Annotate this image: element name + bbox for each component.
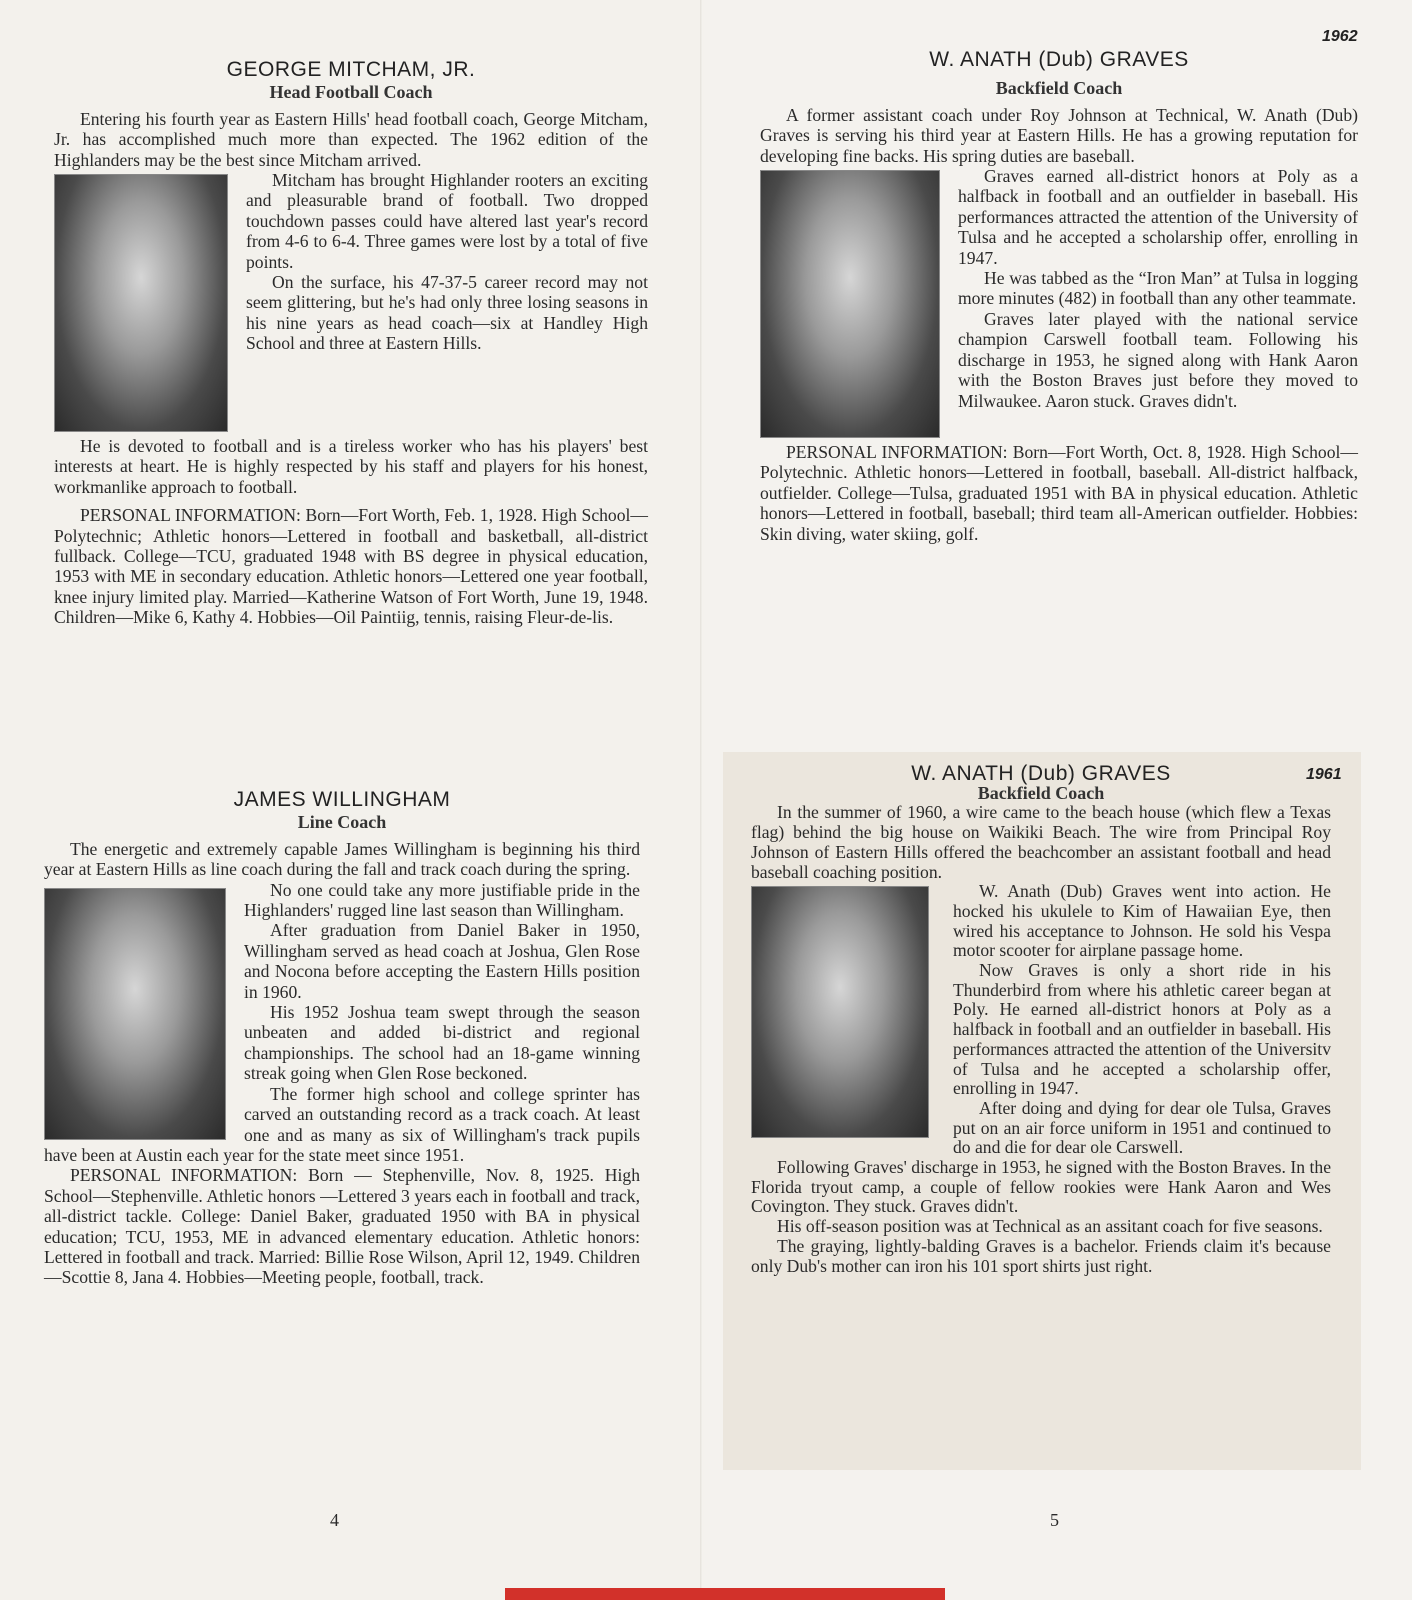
personal-info: PERSONAL INFORMATION: Born—Fort Worth, Feb. 1, 1928. High School—Polytechnic; Athletic honors—Lettered in football and basketball, all-district fullback. College—TCU, graduated 1948 with BS degree in physical education, 1953 with ME in secondary education. Athletic honors—Lettered one year football, knee injury limited play. Married—Katherine Watson of Fort Worth, June 19, 1948. Children—Mike 6, Kathy 4. Hobbies—Oil Paintiig, tennis, raising Fleur-de-lis. bbox=[54, 505, 648, 628]
paragraph: The former high school and college sprinter has carved an outstanding record as a track coach. At least one and as many as six of Willingham's track pupils have been at Austin each year for the state meet since 1951. bbox=[44, 1083, 640, 1165]
paragraph: Graves later played with the national service champion Carswell football team. Following his discharge in 1953, he signed along with Hank Aaron with the Boston Braves just before they moved to Milwaukee. Aaron stuck. Graves didn't. bbox=[958, 308, 1358, 411]
graves-title: Backfield Coach bbox=[977, 782, 1105, 803]
graves-1961-article bbox=[751, 764, 1331, 1276]
mitcham-name: GEORGE MITCHAM, JR. bbox=[226, 58, 476, 81]
year-label: 1962 bbox=[1322, 28, 1358, 45]
paragraph: A former assistant coach under Roy Johnson at Technical, W. Anath (Dub) Graves is serving his third year at Eastern Hills. He has a growing reputation for developing fine backs. His spring duties are baseball. bbox=[760, 104, 1358, 166]
willingham-article bbox=[44, 790, 640, 1288]
paragraph: On the surface, his 47-37-5 career record may not seem glittering, but he's had only three losing seasons in his nine years as head coach—six at Handley High School and three at Eastern Hills. bbox=[246, 272, 648, 354]
paragraph: After doing and dying for dear ole Tulsa, Graves put on an air force uniform in 1951 and continued to do and die for dear ole Carswell. bbox=[953, 1097, 1331, 1158]
paragraph: He was tabbed as the “Iron Man” at Tulsa in logging more minutes (482) in football than any other teammate. bbox=[958, 268, 1358, 309]
graves-photo bbox=[760, 170, 940, 438]
clipping-year: 1961 bbox=[1306, 766, 1342, 783]
paragraph: Following Graves' discharge in 1953, he signed with the Boston Braves. In the Florida tryout camp, a couple of fellow rookies were Hank Aaron and Wes Covington. They stuck. Graves didn't. bbox=[751, 1157, 1331, 1217]
page-number: 4 bbox=[330, 1510, 339, 1530]
graves-title: Backfield Coach bbox=[995, 78, 1123, 99]
mitcham-title: Head Football Coach bbox=[269, 82, 433, 103]
willingham-photo bbox=[44, 888, 226, 1140]
personal-info: PERSONAL INFORMATION: Born — Stephenville, Nov. 8, 1925. High School—Stephenville. Athletic honors —Lettered 3 years each in football and track, all-district tackle. College: Daniel Baker, graduated 1950 with BA in physical education; TCU, 1953, ME in advanced elementary education. Athletic honors: Lettered in football and track. Married: Billie Rose Wilson, April 12, 1949. Children—Scottie 8, Jana 4. Hobbies—Meeting people, football, track. bbox=[44, 1165, 640, 1288]
personal-info: PERSONAL INFORMATION: Born—Fort Worth, Oct. 8, 1928. High School—Polytechnic. Athletic honors—Lettered in football, baseball. All-district halfback, outfielder. College—Tulsa, graduated 1951 with BA in physical education. Athletic honors—Lettered in football, baseball; third team all-American outfielder. Hobbies: Skin diving, water skiing, golf. bbox=[760, 442, 1358, 544]
paragraph: He is devoted to football and is a tireless worker who has his players' best interests at heart. He is highly respected by his staff and players for his honest, workmanlike approach to football. bbox=[54, 436, 648, 497]
paragraph: W. Anath (Dub) Graves went into action. He hocked his ukulele to Kim of Hawaiian Eye, then wired his acceptance to Johnson. He sold his Vespa motor scooter for airplane passage home. bbox=[953, 881, 1331, 961]
cover-edge-red-strip bbox=[505, 1588, 945, 1600]
paragraph: In the summer of 1960, a wire came to the beach house (which flew a Texas flag) behind the big house on Waikiki Beach. The wire from Principal Roy Johnson of Eastern Hills offered the beachcomber an assistant football and head baseball coaching position. bbox=[751, 802, 1331, 882]
page-number: 5 bbox=[1050, 1510, 1059, 1530]
left-page bbox=[0, 0, 704, 1600]
mitcham-article bbox=[54, 60, 648, 628]
graves-1962-article bbox=[760, 50, 1358, 544]
graves-name: W. ANATH (Dub) GRAVES bbox=[929, 48, 1189, 71]
willingham-name: JAMES WILLINGHAM bbox=[233, 788, 451, 811]
paragraph: His off-season position was at Technical as an assitant coach for five seasons. bbox=[777, 1216, 1323, 1237]
paragraph: Mitcham has brought Highlander rooters an exciting and pleasurable brand of football. Two dropped touchdown passes could have altered last year's record from 4-6 to 6-4. Three games were lost by a total of five points. bbox=[246, 170, 648, 272]
paragraph: The energetic and extremely capable James Willingham is beginning his third year at Eastern Hills as line coach during the fall and track coach during the spring. bbox=[44, 838, 640, 880]
mitcham-photo bbox=[54, 174, 228, 432]
paragraph: The graying, lightly-balding Graves is a bachelor. Friends claim it's because only Dub's mother can iron his 101 sport shirts just right. bbox=[751, 1235, 1331, 1276]
paragraph: Entering his fourth year as Eastern Hills' head football coach, George Mitcham, Jr. has accomplished much more than expected. The 1962 edition of the Highlanders may be the best since Mitcham arrived. bbox=[54, 108, 648, 170]
paragraph: No one could take any more justifiable pride in the Highlanders' rugged line last season than Willingham. bbox=[244, 879, 640, 921]
willingham-title: Line Coach bbox=[297, 812, 387, 833]
paragraph: After graduation from Daniel Baker in 1950, Willingham served as head coach at Joshua, Glen Rose and Nocona before accepting the Eastern Hills position in 1960. bbox=[244, 920, 640, 1002]
paragraph: His 1952 Joshua team swept through the season unbeaten and added bi-district and regional championships. The school had an 18-game winning streak going when Glen Rose beckoned. bbox=[244, 1002, 640, 1084]
graves-name: W. ANATH (Dub) GRAVES bbox=[911, 762, 1171, 785]
graves-1961-clipping bbox=[723, 752, 1361, 1470]
paragraph: Graves earned all-district honors at Poly as a halfback in football and an outfielder in baseball. His performances attracted the attention of the University of Tulsa and he accepted a scholarship offer, enrolling in 1947. bbox=[958, 166, 1358, 268]
paragraph: Now Graves is only a short ride in his Thunderbird from where his athletic career began at Poly. He earned all-district honors at Poly as a halfback in football and an outfielder in baseball. His performances attracted the attention of the Universitv of Tulsa and he accepted a scholarship offer, enrolling in 1947. bbox=[953, 960, 1331, 1099]
graves-cap-photo bbox=[751, 886, 929, 1138]
